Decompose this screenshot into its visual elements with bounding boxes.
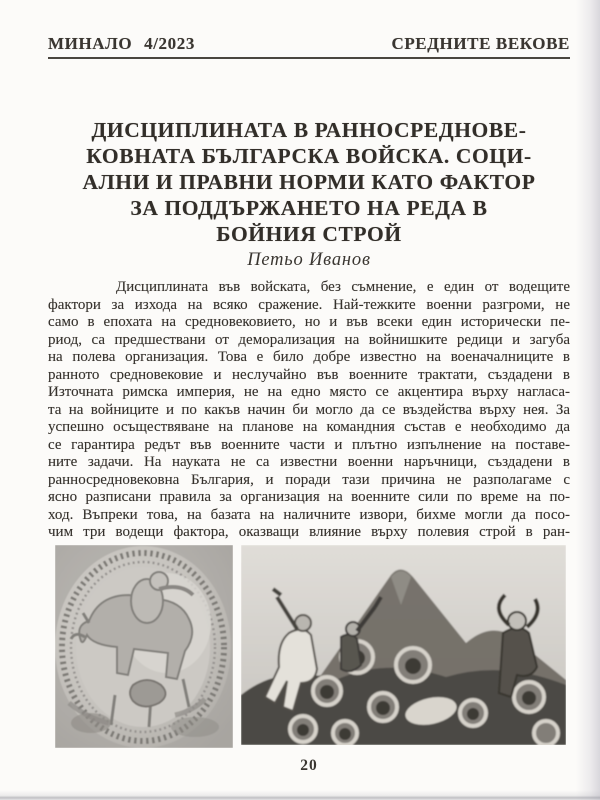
body-text-line: та на войниците и по какъв начин би могло да се въздейства върху нея. За (48, 401, 570, 418)
body-text-line: ход. Въпреки това, на базата на наличните извори, бихме могли да посо- (48, 506, 570, 523)
article-title (48, 117, 570, 247)
body-text-line: ните задачи. На науката не са известни военни наръчници, създадени в (48, 454, 570, 470)
body-text-line: риод, са предшествани от деморализация на войнишките редици и загуба (48, 331, 570, 348)
article-title-line: ДИСЦИПЛИНАТА В РАННОСРЕДНОВЕ- (91, 118, 527, 142)
body-text-line: ясно разписани правила за организация на военните сили по време на по- (48, 489, 570, 505)
article-title-line: БОЙНИЯ СТРОЙ (216, 222, 402, 246)
body-text-line: Източната римска империя, не на едно място се акцентира върху нагласа- (48, 384, 570, 400)
body-text-line: на полева организация. Това е било добре известно на военачалниците в (48, 349, 570, 365)
article-title-line: ЗА ПОДДЪРЖАНЕТО НА РЕДА В (130, 196, 488, 220)
journal-issue-label: МИНАЛО 4/2023 (48, 34, 195, 53)
article-body-paragraph (48, 279, 570, 542)
figures-row (48, 545, 570, 748)
body-text-line: чим три водещи фактора, оказващи влияние върху полевия строй в ран- (48, 524, 570, 540)
body-text-line: фактори за изхода на всяко сражение. Най-тежките военни разгроми, не (48, 296, 570, 313)
body-text-line: ранното средновековие и неслучайно във военните трактати, създадени в (48, 366, 570, 383)
body-text-line: успешно осъществяване на планове на командния състав е необходимо да (48, 419, 570, 435)
figure-silver-plate (55, 545, 233, 748)
article-title-line: КОВНАТА БЪЛГАРСКА ВОЙСКА. СОЦИ- (86, 144, 532, 168)
body-text-line: ранносредновековна България, и поради тази причина не разполагаме с (48, 471, 570, 488)
running-head (48, 34, 570, 59)
figure-battle-miniature (241, 545, 566, 748)
article-title-line: АЛНИ И ПРАВНИ НОРМИ КАТО ФАКТОР (82, 170, 536, 194)
page-number: 20 (300, 756, 318, 774)
battle-miniature-image (241, 545, 566, 745)
author-name: Петьо Иванов (247, 250, 371, 270)
section-label: СРЕДНИТЕ ВЕКОВЕ (391, 34, 570, 53)
silver-plate-horseman-image (55, 545, 233, 748)
body-text-line: само в епохата на средновековието, но и във всеки един исторически пе- (48, 314, 570, 330)
body-text-line: Дисциплината във войската, без съмнение, е един от водещите (116, 279, 570, 295)
body-text-line: се гарантира редът във военните части и плътно изпълнение на поставе- (48, 436, 570, 453)
